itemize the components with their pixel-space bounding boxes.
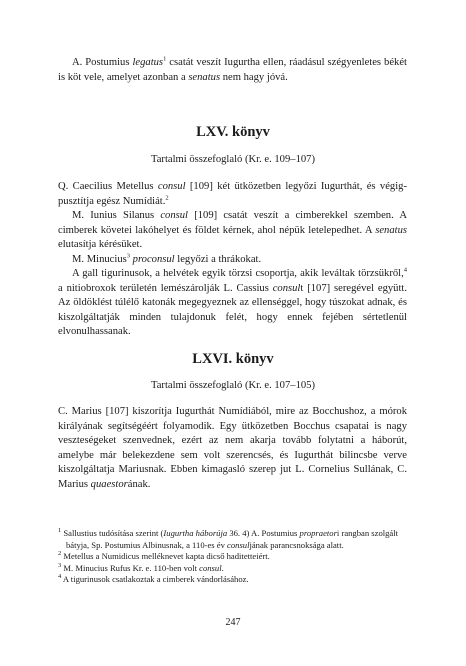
- book-65-paragraph-4: [58, 267, 407, 340]
- italic-term: Iugurtha háborúja: [163, 528, 228, 538]
- book-65-paragraph-1: [58, 180, 407, 209]
- footnote-ref: 2: [165, 194, 169, 202]
- footnote-2: [58, 551, 407, 563]
- italic-term: consul: [157, 181, 186, 192]
- italic-term: senatus: [375, 224, 407, 236]
- italic-term: consul: [199, 562, 222, 573]
- text-run: ának.: [127, 478, 151, 490]
- italic-term: consul: [227, 539, 250, 550]
- page-number: 247: [225, 617, 241, 628]
- text-run: a nitiobroxok területén lemészárolják L. Cassius: [58, 282, 273, 294]
- italic-term: proconsul: [130, 254, 175, 265]
- text-run: [109] csatát veszít a cimberekkel szemben. A cimberek követei lakóhelyet és földet kérnek, ahol népük letelepedhet. A: [58, 210, 407, 236]
- book-66-paragraph-1: [58, 405, 407, 493]
- book-66-subtitle: Tartalmi összefoglaló (Kr. e. 107–105): [150, 380, 315, 391]
- footnote-number: 3: [58, 561, 62, 569]
- italic-term: senatus: [188, 71, 221, 83]
- text-run: A tigurinusok csatlakoztak a cimberek vándorlásához.: [61, 574, 249, 585]
- italic-term: legatus: [132, 57, 164, 68]
- text-run: elutasítja kérésüket.: [58, 239, 143, 251]
- text-run: Sallustius tudósítása szerint (: [61, 528, 164, 538]
- book-65-title: LXV. könyv: [196, 124, 270, 140]
- footnote-number: 4: [58, 573, 62, 581]
- text-run: A gall tigurinusok, a helvétek egyik törzsi csoportja, akik leváltak törzsükről,: [72, 268, 404, 279]
- italic-term: propraetor: [299, 528, 337, 538]
- text-run: .: [221, 562, 224, 573]
- text-run: jának parancsnoksága alatt.: [249, 539, 344, 550]
- text-run: [109] két ütközetben legyőzi Iugurthát, és végigpusztítja egész Numídiát.: [58, 181, 407, 207]
- text-run: Metellus a Numidicus melléknevet kapta dicső haditetteiért.: [61, 551, 270, 562]
- text-run: C. Marius [107] kiszorítja Iugurthát Numídiából, mire az Bocchushoz, a mórok királyának segítségéért folyamodik. Egy ütközetben Bocchus csapatai is nagy veszteségeket szenvednek, ezért az nem akarja tovább folytatni a háborút, amelybe már belekezdene sem volt szerencsés, és Iugurthát bilincsbe verve kiszolgáltatja Mariusnak. Ebben kimagasló szerep jut L. Cornelius Sullának, C. Marius: [58, 406, 407, 490]
- italic-term: consul: [272, 282, 301, 294]
- footnote-ref: 1: [163, 55, 167, 63]
- text-run: M. Iunius Silanus: [72, 210, 161, 221]
- footnote-number: 1: [58, 527, 62, 535]
- text-run: i rangban szolgált bátyja, Sp. Postumius Albinusnak, a 110-es év: [66, 528, 399, 550]
- text-run: csatát veszít Iugurtha ellen, ráadásul szégyenletes békét is köt vele, amelyet azonban a: [58, 57, 407, 83]
- book-66-title: LXVI. könyv: [192, 351, 274, 367]
- footnote-number: 2: [58, 550, 62, 558]
- italic-term: consul: [160, 210, 189, 221]
- intro-paragraph: [58, 56, 407, 85]
- footnotes: [58, 528, 407, 586]
- footnote-1: [58, 528, 407, 551]
- text-run: nem hagy jóvá.: [220, 71, 288, 83]
- footnote-ref: 3: [126, 252, 130, 260]
- footnote-4: [58, 574, 407, 586]
- footnote-ref: 4: [403, 266, 407, 274]
- text-run: legyőzi a thrákokat.: [174, 254, 262, 265]
- book-65-paragraph-2: [58, 209, 407, 253]
- text-run: Q. Caecilius Metellus: [58, 181, 158, 192]
- text-run: M. Minucius: [72, 254, 127, 265]
- footnote-3: [58, 563, 407, 575]
- text-run: A. Postumius: [72, 57, 133, 68]
- text-run: t [107] seregével együtt. Az öldöklést túlélő katonák megegyeznek az ellenséggel, hogy túszokat adnak, és kiszolgáltatják minden tulajdonuk felét, hogy ennek fejében sértetlenül elvonulhassanak.: [58, 282, 407, 338]
- book-65-paragraph-3: [58, 253, 407, 268]
- text-run: M. Minucius Rufus Kr. e. 110-ben volt: [61, 562, 200, 573]
- text-run: 36. 4) A. Postumius: [227, 528, 300, 538]
- italic-term: quaestor: [90, 478, 128, 490]
- book-65-subtitle: Tartalmi összefoglaló (Kr. e. 109–107): [150, 154, 315, 165]
